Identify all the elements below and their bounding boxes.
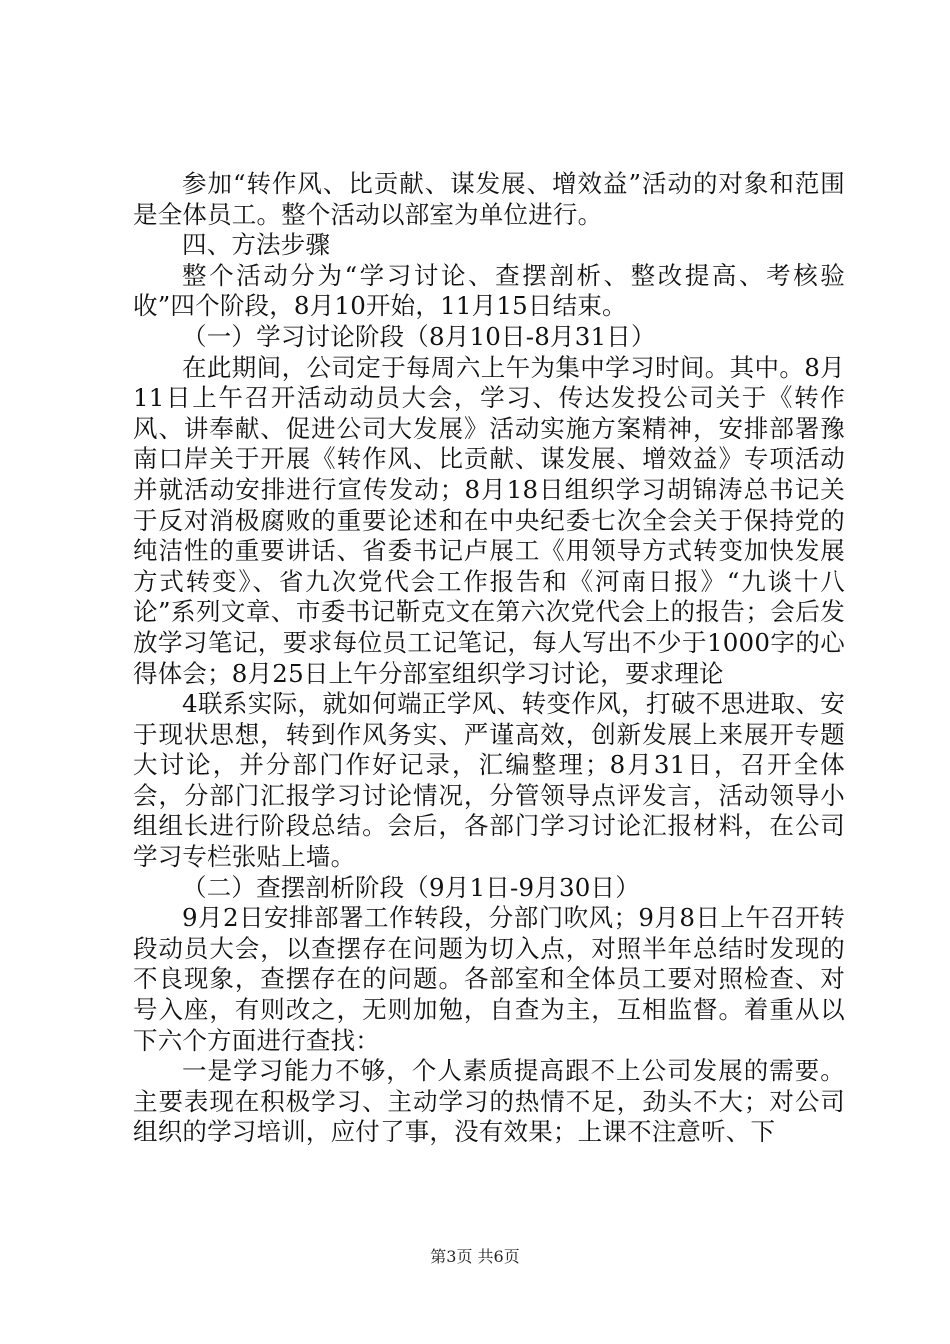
subheading-analysis-stage: （二）查摆剖析阶段（9月1日-9月30日） <box>182 872 640 902</box>
paragraph-study-schedule: 在此期间，公司定于每周六上午为集中学习时间。其中。8月11日上午召开活动动员大会，学习、传达发投公司关于《转作风、讲奉献、促进公司大发展》活动实施方案精神，安排部署豫南口岸关于开展《转作风、比贡献、谋发展、增效益》专项活动并就活动安排进行宣传发动；8月18日组织学习胡锦涛总书记关于反对消极腐败的重要论述和在中央纪委七次全会关于保持党的纯洁性的重要讲话、省委书记卢展工《用领导方式转变加快发展方式转变》、省九次党代会工作报告和《河南日报》“九谈十八论”系列文章、市委书记靳克文在第六次党代会上的报告；会后发放学习笔记，要求每位员工记笔记，每人写出不少于1000字的心得体会；8月25日上午分部室组织学习讨论，要求理论 <box>133 352 845 688</box>
subheading-study-stage: （一）学习讨论阶段（8月10日-8月31日） <box>182 321 656 351</box>
paragraph-participants: 参加“转作风、比贡献、谋发展、增效益”活动的对象和范围是全体员工。整个活动以部室为单位进行。 <box>133 169 845 229</box>
paragraph-analysis-schedule: 9月2日安排部署工作转段，分部门吹风；9月8日上午召开转段动员大会，以查摆存在问题为切入点，对照半年总结时发现的不良现象，查摆存在的问题。各部室和全体员工要对照检查、对号入座，有则改之，无则加勉，自查为主，互相监督。着重从以下六个方面进行查找： <box>133 903 845 1055</box>
paragraph-stages-overview: 整个活动分为“学习讨论、查摆剖析、整改提高、考核验收”四个阶段，8月10开始，11月15日结束。 <box>133 260 845 321</box>
page-footer: 第3页 共6页 <box>430 1247 520 1266</box>
section-heading-methods: 四、方法步骤 <box>182 230 331 260</box>
paragraph-study-discussion: 4联系实际，就如何端正学风、转变作风，打破不思进取、安于现状思想，转到作风务实、严谨高效，创新发展上来展开专题大讨论，并分部门作好记录，汇编整理；8月31日，召开全体会，分部门汇报学习讨论情况，分管领导点评发言，活动领导小组组长进行阶段总结。会后，各部门学习讨论汇报材料，在公司学习专栏张贴上墙。 <box>133 689 845 872</box>
document-body <box>133 169 845 1148</box>
paragraph-issue-one: 一是学习能力不够，个人素质提高跟不上公司发展的需要。主要表现在积极学习、主动学习的热情不足，劲头不大；对公司组织的学习培训，应付了事，没有效果；上课不注意听、下 <box>133 1056 845 1147</box>
